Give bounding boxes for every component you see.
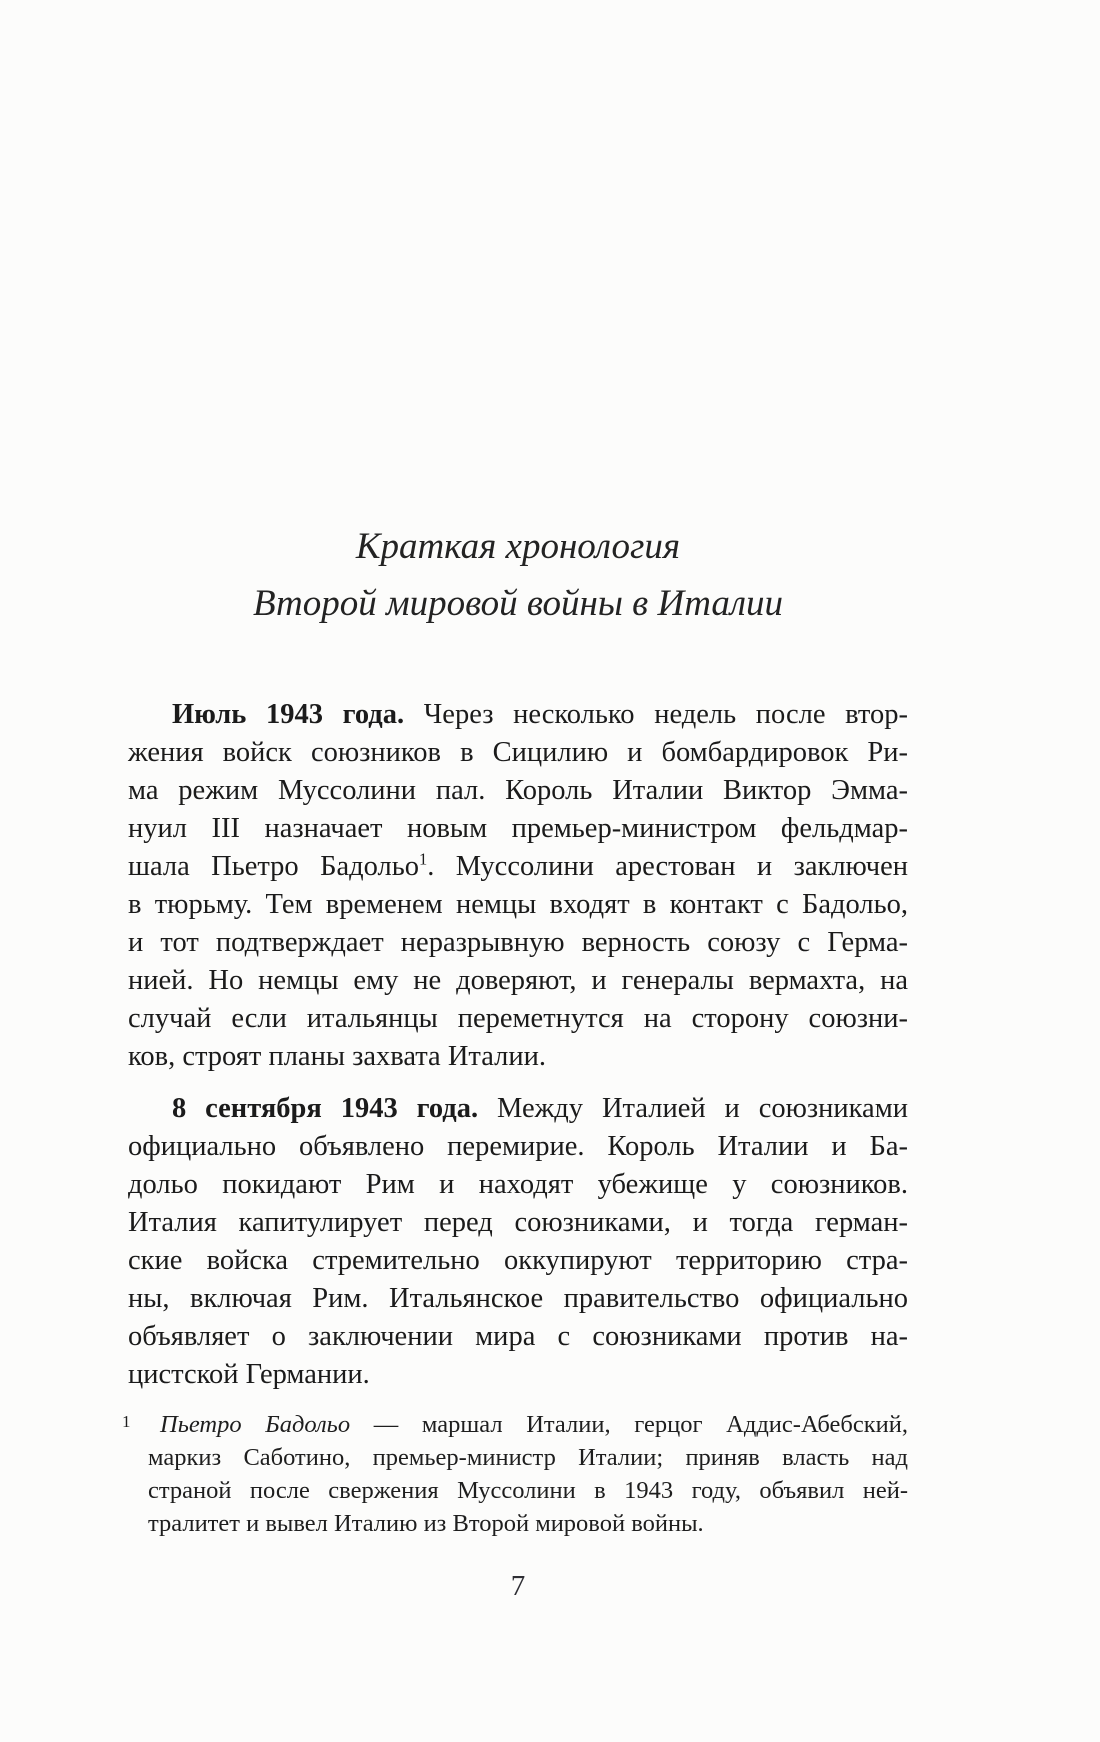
text-line: нуил III назначает новым премьер-министром фельдмар- [128, 813, 908, 844]
paragraph-july-1943 [128, 696, 908, 1076]
footnote-reference: 1 [418, 849, 428, 869]
text-line: жения войск союзников в Сицилию и бомбардировок Ри- [128, 737, 908, 768]
text-run: Между Италией и союзниками [478, 1093, 908, 1124]
footnote-body [128, 1408, 908, 1540]
date-lead-bold: Июль 1943 года. [172, 699, 405, 730]
text-line: Италия капитулирует перед союзниками, и тогда герман- [128, 1207, 908, 1238]
text-line: цистской Германии. [128, 1359, 370, 1390]
text-line: ны, включая Рим. Итальянское правительство официально [128, 1283, 908, 1314]
footnote [122, 1408, 908, 1540]
date-lead-bold: 8 сентября 1943 года. [172, 1093, 479, 1124]
text-line: нией. Но немцы ему не доверяют, и генералы вермахта, на [128, 965, 908, 996]
text-line: объявляет о заключении мира с союзниками против на- [128, 1321, 908, 1352]
footnote-marker: 1 [122, 1412, 131, 1431]
text-run: — маршал Италии, герцог Аддис-Абебский, [350, 1411, 908, 1438]
chapter-title [128, 518, 908, 632]
text-line: в тюрьму. Тем временем немцы входят в контакт с Бадольо, [128, 889, 908, 920]
text-line [128, 848, 908, 886]
text-line [128, 1090, 908, 1128]
text-line: и тот подтверждает неразрывную верность союзу с Герма- [128, 927, 908, 958]
text-line: ков, строят планы захвата Италии. [128, 1041, 546, 1072]
chapter-title-line-2: Второй мировой войны в Италии [252, 583, 784, 624]
page-number: 7 [510, 1570, 526, 1602]
text-line: ские войска стремительно оккупируют территорию стра- [128, 1245, 908, 1276]
text-run: Через несколько недель после втор- [404, 699, 908, 730]
text-line [128, 696, 908, 734]
text-line: маркиз Саботино, премьер-министр Италии; приняв власть над [148, 1444, 908, 1471]
text-line: случай если итальянцы переметнутся на сторону союзни- [128, 1003, 908, 1034]
text-line: официально объявлено перемирие. Король Италии и Ба- [128, 1131, 908, 1162]
text-run: шала Пьетро Бадольо [128, 851, 419, 882]
text-line: ма режим Муссолини пал. Король Италии Виктор Эмма- [128, 775, 908, 806]
footnote-person-name: Пьетро Бадольо [160, 1411, 351, 1438]
text-line [148, 1408, 908, 1441]
chapter-title-line-1: Краткая хронология [355, 526, 681, 567]
text-line: дольо покидают Рим и находят убежище у союзников. [128, 1169, 908, 1200]
text-run: . Муссолини арестован и заключен [427, 851, 908, 882]
paragraph-september-1943 [128, 1090, 908, 1394]
text-line: тралитет и вывел Италию из Второй мировой войны. [148, 1510, 704, 1537]
text-line: страной после свержения Муссолини в 1943 году, объявил ней- [148, 1477, 908, 1504]
